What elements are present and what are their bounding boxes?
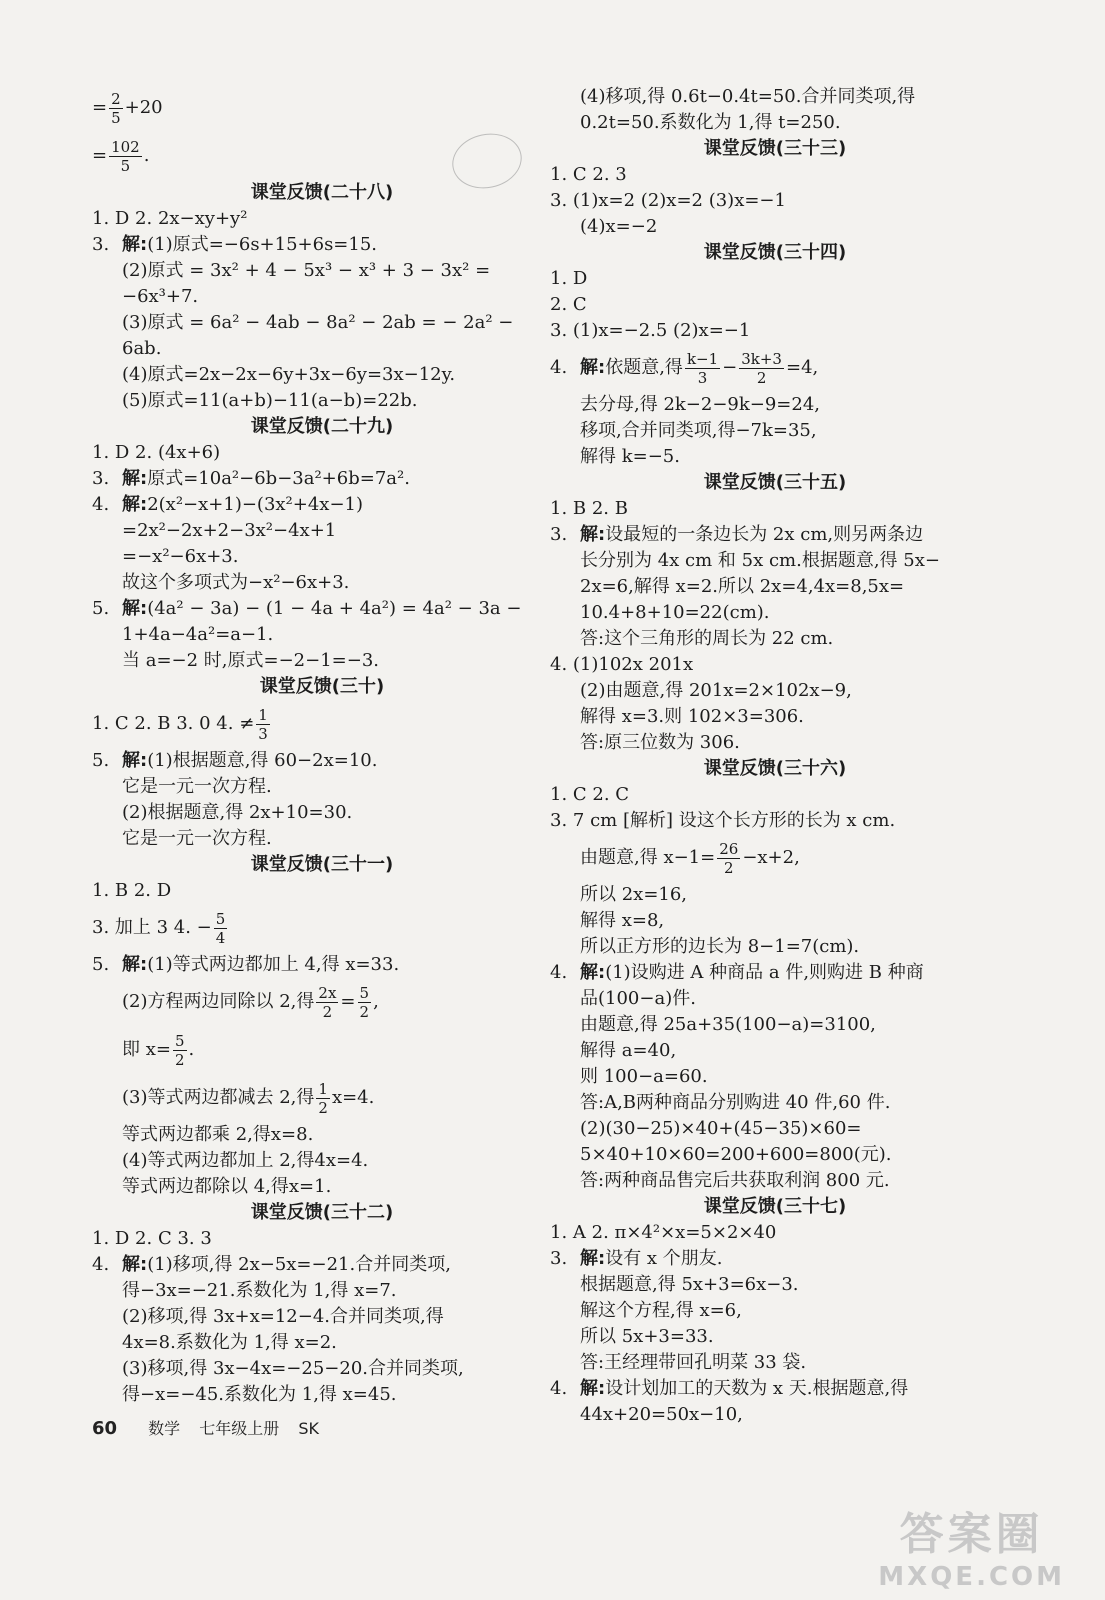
section-heading-34: 课堂反馈(三十四)	[703, 242, 847, 263]
s32-q4-line-3: (2)移项,得 3x+x=12−4.合并同类项,得	[122, 1306, 444, 1327]
s36-q3-line-1: 3. 7 cm [解析] 设这个长方形的长为 x cm.	[550, 810, 896, 831]
s36-q3-line-2: 由题意,得 x−1= $\frac{26}{2}$ −x+2,	[580, 839, 800, 877]
s34-q2: 2. C	[550, 294, 587, 315]
s32-q4-line-2: 得−3x=−21.系数化为 1,得 x=7.	[122, 1280, 397, 1301]
s34-q4-line-1: 4. 解:依题意,得 $\frac{k-1}{3}$ − $\frac{3k+3}{2}$ =4,	[550, 349, 819, 387]
s29-q3: 3. 解:原式=10a²−6b−3a²+6b=7a².	[92, 468, 410, 489]
footer-grade: 七年级上册	[199, 1419, 280, 1438]
page-number: 60	[92, 1418, 118, 1439]
s36-q3-line-5: 所以正方形的边长为 8−1=7(cm).	[580, 936, 860, 957]
section-heading-28: 课堂反馈(二十八)	[250, 182, 394, 203]
s30-q5-line-3: (2)根据题意,得 2x+10=30.	[122, 802, 353, 823]
s28-q3-line-5: 6ab.	[122, 338, 162, 359]
left-column	[92, 84, 552, 1408]
s36-q4-line-8: 5×40+10×60=200+600=800(元).	[580, 1144, 892, 1165]
s29-q4-line-4: 故这个多项式为−x²−6x+3.	[122, 572, 350, 593]
s31-q5-line-6: (4)等式两边都加上 2,得4x=4.	[122, 1150, 369, 1171]
s36-q3-line-4: 解得 x=8,	[580, 910, 665, 931]
s37-q3-line-1: 3. 解:设有 x 个朋友.	[550, 1248, 723, 1269]
s36-q4-line-4: 解得 a=40,	[580, 1040, 677, 1061]
s35-q4-line-1: 4. (1)102x 201x	[550, 654, 694, 675]
s37-q3-line-3: 解这个方程,得 x=6,	[580, 1300, 742, 1321]
s36-q1: 1. C 2. C	[550, 784, 630, 805]
section-heading-33: 课堂反馈(三十三)	[703, 138, 847, 159]
s37-q3-line-5: 答:王经理带回孔明菜 33 袋.	[580, 1352, 807, 1373]
left-top-line-1: = $\frac{2}{5}$ +20	[92, 89, 163, 127]
s32-q4-line-1: 4. 解:(1)移项,得 2x−5x=−21.合并同类项,	[92, 1254, 451, 1275]
s32-q4-line-4: 4x=8.系数化为 1,得 x=2.	[122, 1332, 337, 1353]
s35-q3-line-2: 长分别为 4x cm 和 5x cm.根据题意,得 5x−	[580, 550, 940, 571]
section-heading-31: 课堂反馈(三十一)	[250, 854, 394, 875]
s35-q3-line-4: 10.4+8+10=22(cm).	[580, 602, 770, 623]
s37-q4-line-2: 44x+20=50x−10,	[580, 1404, 743, 1425]
page-footer	[92, 1416, 333, 1439]
s31-q5-line-4: (3)等式两边都减去 2,得 $\frac{1}{2}$ x=4.	[122, 1079, 375, 1117]
s28-q3-line-2: (2)原式 = 3x² + 4 − 5x³ − x³ + 3 − 3x² =	[122, 260, 491, 281]
s33-q3-line-1: 3. (1)x=2 (2)x=2 (3)x=−1	[550, 190, 786, 211]
s36-q4-line-2: 品(100−a)件.	[580, 988, 696, 1009]
s36-q3-line-3: 所以 2x=16,	[580, 884, 688, 905]
s35-q4-line-3: 解得 x=3.则 102×3=306.	[580, 706, 804, 727]
s31-q5-line-7: 等式两边都除以 4,得x=1.	[122, 1176, 332, 1197]
s32-q4-line-6: 得−x=−45.系数化为 1,得 x=45.	[122, 1384, 397, 1405]
s30-q1: 1. C 2. B 3. 0 4. ≠ $\frac{1}{3}$	[92, 705, 268, 743]
s31-q5-line-5: 等式两边都乘 2,得x=8.	[122, 1124, 314, 1145]
section-heading-35: 课堂反馈(三十五)	[703, 472, 847, 493]
section-heading-37: 课堂反馈(三十七)	[703, 1196, 847, 1217]
s34-q4-line-4: 解得 k=−5.	[580, 446, 680, 467]
s29-q5-line-2: 1+4a−4a²=a−1.	[122, 624, 274, 645]
s35-q4-line-2: (2)由题意,得 201x=2×102x−9,	[580, 680, 852, 701]
s31-q5-line-3: 即 x= $\frac{5}{2}$ .	[122, 1031, 195, 1069]
s33-q1: 1. C 2. 3	[550, 164, 627, 185]
section-heading-30: 课堂反馈(三十)	[259, 676, 385, 697]
s28-q3-line-1: 3. 解:(1)原式=−6s+15+6s=15.	[92, 234, 378, 255]
section-heading-29: 课堂反馈(二十九)	[250, 416, 394, 437]
s31-q3: 3. 加上 3 4. − $\frac{5}{4}$	[92, 909, 226, 947]
s36-q4-line-6: 答:A,B两种商品分别购进 40 件,60 件.	[580, 1092, 891, 1113]
watermark-text: 答案圈	[899, 1509, 1044, 1560]
s29-q4-line-3: =−x²−6x+3.	[122, 546, 239, 567]
s35-q1: 1. B 2. B	[550, 498, 628, 519]
s36-q4-line-1: 4. 解:(1)设购进 A 种商品 a 件,则购进 B 种商	[550, 962, 924, 983]
s35-q3-line-3: 2x=6,解得 x=2.所以 2x=4,4x=8,5x=	[580, 576, 905, 597]
s36-q4-line-5: 则 100−a=60.	[580, 1066, 708, 1087]
s28-q3-line-6: (4)原式=2x−2x−6y+3x−6y=3x−12y.	[122, 364, 456, 385]
s30-q5-line-1: 5. 解:(1)根据题意,得 60−2x=10.	[92, 750, 378, 771]
s34-q3: 3. (1)x=−2.5 (2)x=−1	[550, 320, 751, 341]
s36-q4-line-9: 答:两种商品售完后共获取利润 800 元.	[580, 1170, 890, 1191]
footer-subject: 数学	[148, 1419, 181, 1438]
s32-q4-line-5: (3)移项,得 3x−4x=−25−20.合并同类项,	[122, 1358, 464, 1379]
s28-q3-line-3: −6x³+7.	[122, 286, 199, 307]
s28-q1: 1. D 2. 2x−xy+y²	[92, 208, 248, 229]
s31-q5-line-1: 5. 解:(1)等式两边都加上 4,得 x=33.	[92, 954, 400, 975]
watermark-url: MXQE.COM	[878, 1562, 1065, 1592]
section-heading-32: 课堂反馈(三十二)	[250, 1202, 394, 1223]
s35-q4-line-4: 答:原三位数为 306.	[580, 732, 740, 753]
s35-q3-line-5: 答:这个三角形的周长为 22 cm.	[580, 628, 834, 649]
s37-q3-line-2: 根据题意,得 5x+3=6x−3.	[580, 1274, 799, 1295]
s29-q1: 1. D 2. (4x+6)	[92, 442, 221, 463]
watermark-logo	[878, 1498, 1065, 1592]
s37-q3-line-4: 所以 5x+3=33.	[580, 1326, 714, 1347]
s29-q4-line-1: 4. 解:2(x²−x+1)−(3x²+4x−1)	[92, 494, 364, 515]
s30-q5-line-4: 它是一元一次方程.	[122, 828, 272, 849]
s37-q4-line-1: 4. 解:设计划加工的天数为 x 天.根据题意,得	[550, 1378, 909, 1399]
s28-q3-line-7: (5)原式=11(a+b)−11(a−b)=22b.	[122, 390, 418, 411]
s31-q5-line-2: (2)方程两边同除以 2,得 $\frac{2x}{2}$ = $\frac{5}{2}$ ,	[122, 983, 379, 1021]
s34-q1: 1. D	[550, 268, 588, 289]
s32-q4-line-7: (4)移项,得 0.6t−0.4t=50.合并同类项,得	[580, 86, 916, 107]
left-top-line-2: = $\frac{102}{5}$ .	[92, 137, 150, 175]
s37-q1: 1. A 2. π×4²×x=5×2×40	[550, 1222, 777, 1243]
s30-q5-line-2: 它是一元一次方程.	[122, 776, 272, 797]
s29-q5-line-3: 当 a=−2 时,原式=−2−1=−3.	[122, 650, 380, 671]
s35-q3-line-1: 3. 解:设最短的一条边长为 2x cm,则另两条边	[550, 524, 924, 545]
footer-edition: SK	[298, 1419, 320, 1438]
s29-q4-line-2: =2x²−2x+2−3x²−4x+1	[122, 520, 337, 541]
section-heading-36: 课堂反馈(三十六)	[703, 758, 847, 779]
right-column	[550, 84, 1000, 1428]
s34-q4-line-3: 移项,合并同类项,得−7k=35,	[580, 420, 817, 441]
s34-q4-line-2: 去分母,得 2k−2−9k−9=24,	[580, 394, 821, 415]
s32-q1: 1. D 2. C 3. 3	[92, 1228, 212, 1249]
s31-q1: 1. B 2. D	[92, 880, 172, 901]
s36-q4-line-3: 由题意,得 25a+35(100−a)=3100,	[580, 1014, 876, 1035]
s33-q3-line-2: (4)x=−2	[580, 216, 658, 237]
s32-q4-line-8: 0.2t=50.系数化为 1,得 t=250.	[580, 112, 841, 133]
s36-q4-line-7: (2)(30−25)×40+(45−35)×60=	[580, 1118, 862, 1139]
s29-q5-line-1: 5. 解:(4a² − 3a) − (1 − 4a + 4a²) = 4a² − 3a −	[92, 598, 522, 619]
s28-q3-line-4: (3)原式 = 6a² − 4ab − 8a² − 2ab = − 2a² −	[122, 312, 514, 333]
